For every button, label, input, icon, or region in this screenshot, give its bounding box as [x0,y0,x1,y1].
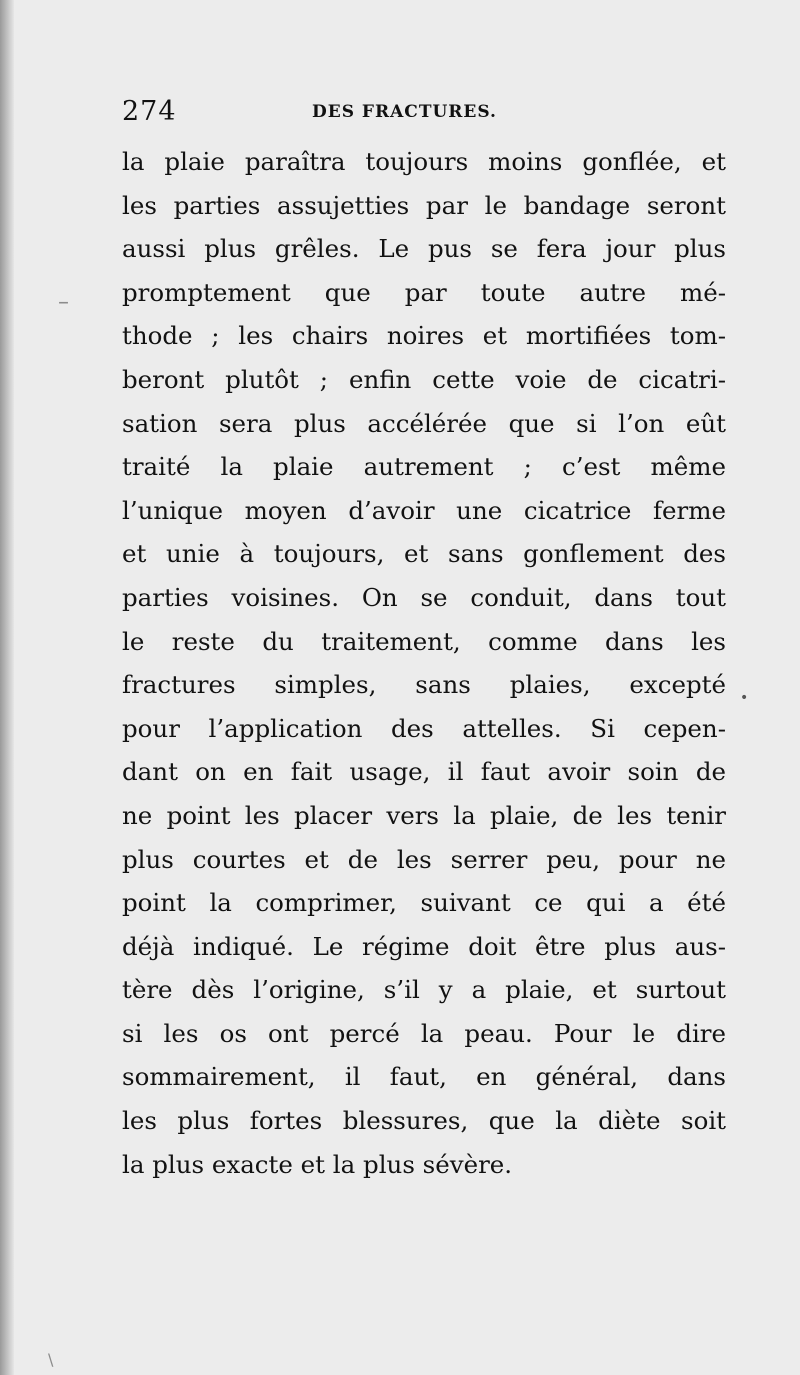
text-line: les parties assujetties par le bandage seront [122,190,726,220]
text-line: si les os ont percé la peau. Pour le dire [122,1018,726,1048]
text-line: point la comprimer, suivant ce qui a été [122,888,726,918]
running-head: DES FRACTURES. [312,102,497,122]
text-line: déjà indiqué. Le régime doit être plus aus- [122,931,726,961]
text-line: parties voisines. On se conduit, dans tout [122,582,726,612]
text-line: l’unique moyen d’avoir une cicatrice ferme [122,495,726,525]
margin-tick-mark: \ [48,1350,54,1369]
text-line-last: la plus exacte et la plus sévère. [122,1149,513,1179]
text-line: le reste du traitement, comme dans les [122,626,726,656]
text-line: thode ; les chairs noires et mortifiées tom- [122,321,726,351]
text-line: sation sera plus accélérée que si l’on eût [122,408,726,438]
text-line: et unie à toujours, et sans gonflement des [122,539,726,569]
binding-shadow [0,0,14,1375]
margin-dash-mark: – [58,290,69,315]
text-line: aussi plus grêles. Le pus se fera jour plus [122,234,726,264]
text-line: traité la plaie autrement ; c’est même [122,452,726,482]
text-line: pour l’application des attelles. Si cepen- [122,713,726,743]
page-number: 274 [122,96,177,127]
text-line: les plus fortes blessures, que la diète soit [122,1106,726,1136]
margin-dot-mark: • [740,690,749,706]
body-text [122,140,726,1186]
text-line: beront plutôt ; enfin cette voie de cicatri- [122,364,726,394]
text-line: dant on en fait usage, il faut avoir soin de [122,757,726,787]
text-line: tère dès l’origine, s’il y a plaie, et surtout [122,975,726,1005]
text-line: ne point les placer vers la plaie, de les tenir [122,800,726,830]
text-line: plus courtes et de les serrer peu, pour ne [122,844,726,874]
text-line: sommairement, il faut, en général, dans [122,1062,726,1092]
text-line: fractures simples, sans plaies, excepté [122,670,726,700]
text-line: la plaie paraîtra toujours moins gonflée, et [122,147,726,176]
page-header [122,96,722,136]
text-line: promptement que par toute autre mé- [122,277,726,307]
